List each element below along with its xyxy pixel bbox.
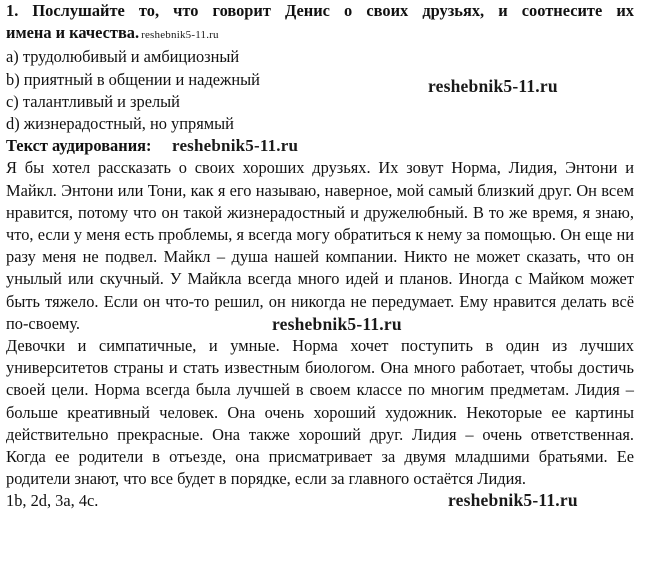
task-text-line1: 1. Послушайте то, что говорит Денис о своих друзьях, и соотнесите их (6, 1, 634, 20)
transcript-heading-text: Текст аудирования: (6, 136, 152, 156)
watermark-small: reshebnik5-11.ru (141, 29, 219, 42)
option-c: c) талантливый и зрелый (6, 91, 180, 111)
task-text-line2 (6, 22, 634, 46)
option-d: d) жизнерадостный, но упрямый (6, 114, 234, 134)
transcript-paragraph-2: Девочки и симпатичные, и умные. Норма хочет поступить в один из лучших университетов страны и стать известным биологом. Она много работает, чтобы достичь своей цели. Норма всегда была лучшей в своем классе по многим предметам. Лидия – больше креативный человек. Она очень хороший художник. Некоторые ее картины действительно прекрасные. Она также хороший друг. Лидия – очень ответственная. Когда ее родители в отъезде, она присматривает за двумя младшими братьями. Ее родители знают, что все будет в порядке, если за главного остаётся Лидия. (6, 336, 634, 489)
transcript-heading (6, 135, 634, 157)
answer-key: 1b, 2d, 3a, 4c. (6, 491, 99, 511)
watermark-heading: reshebnik5-11.ru (172, 136, 299, 156)
option-b: b) приятный в общении и надежный (6, 69, 260, 89)
watermark-bottom-right: reshebnik5-11.ru (448, 490, 578, 510)
watermark-top-right: reshebnik5-11.ru (428, 76, 558, 96)
watermark-middle: reshebnik5-11.ru (272, 314, 402, 334)
task-text-end: имена и качества. (6, 23, 140, 43)
task-instruction (6, 0, 634, 46)
transcript-paragraph-1: Я бы хотел рассказать о своих хороших друзьях. Их зовут Норма, Лидия, Энтони и Майкл. Энтони или Тони, как я его называю, наверное, мой самый близкий друг. Он всем нравится, потому что он такой жизнерадостный и дружелюбный. В то же время, я знаю, что, если у меня есть проблемы, я всегда могу обратиться к нему за помощью. Он еще ни разу меня не подвел. Майкл – душа нашей компании. Никто не может сказать, что он унылый или скучный. У Майкла всегда много идей и планов. Иногда с Майком может быть тяжело. Если он что-то решил, он никогда не передумает. Ему нравится делать всё по-своему. (6, 158, 634, 333)
option-a: a) трудолюбивый и амбициозный (6, 47, 240, 67)
